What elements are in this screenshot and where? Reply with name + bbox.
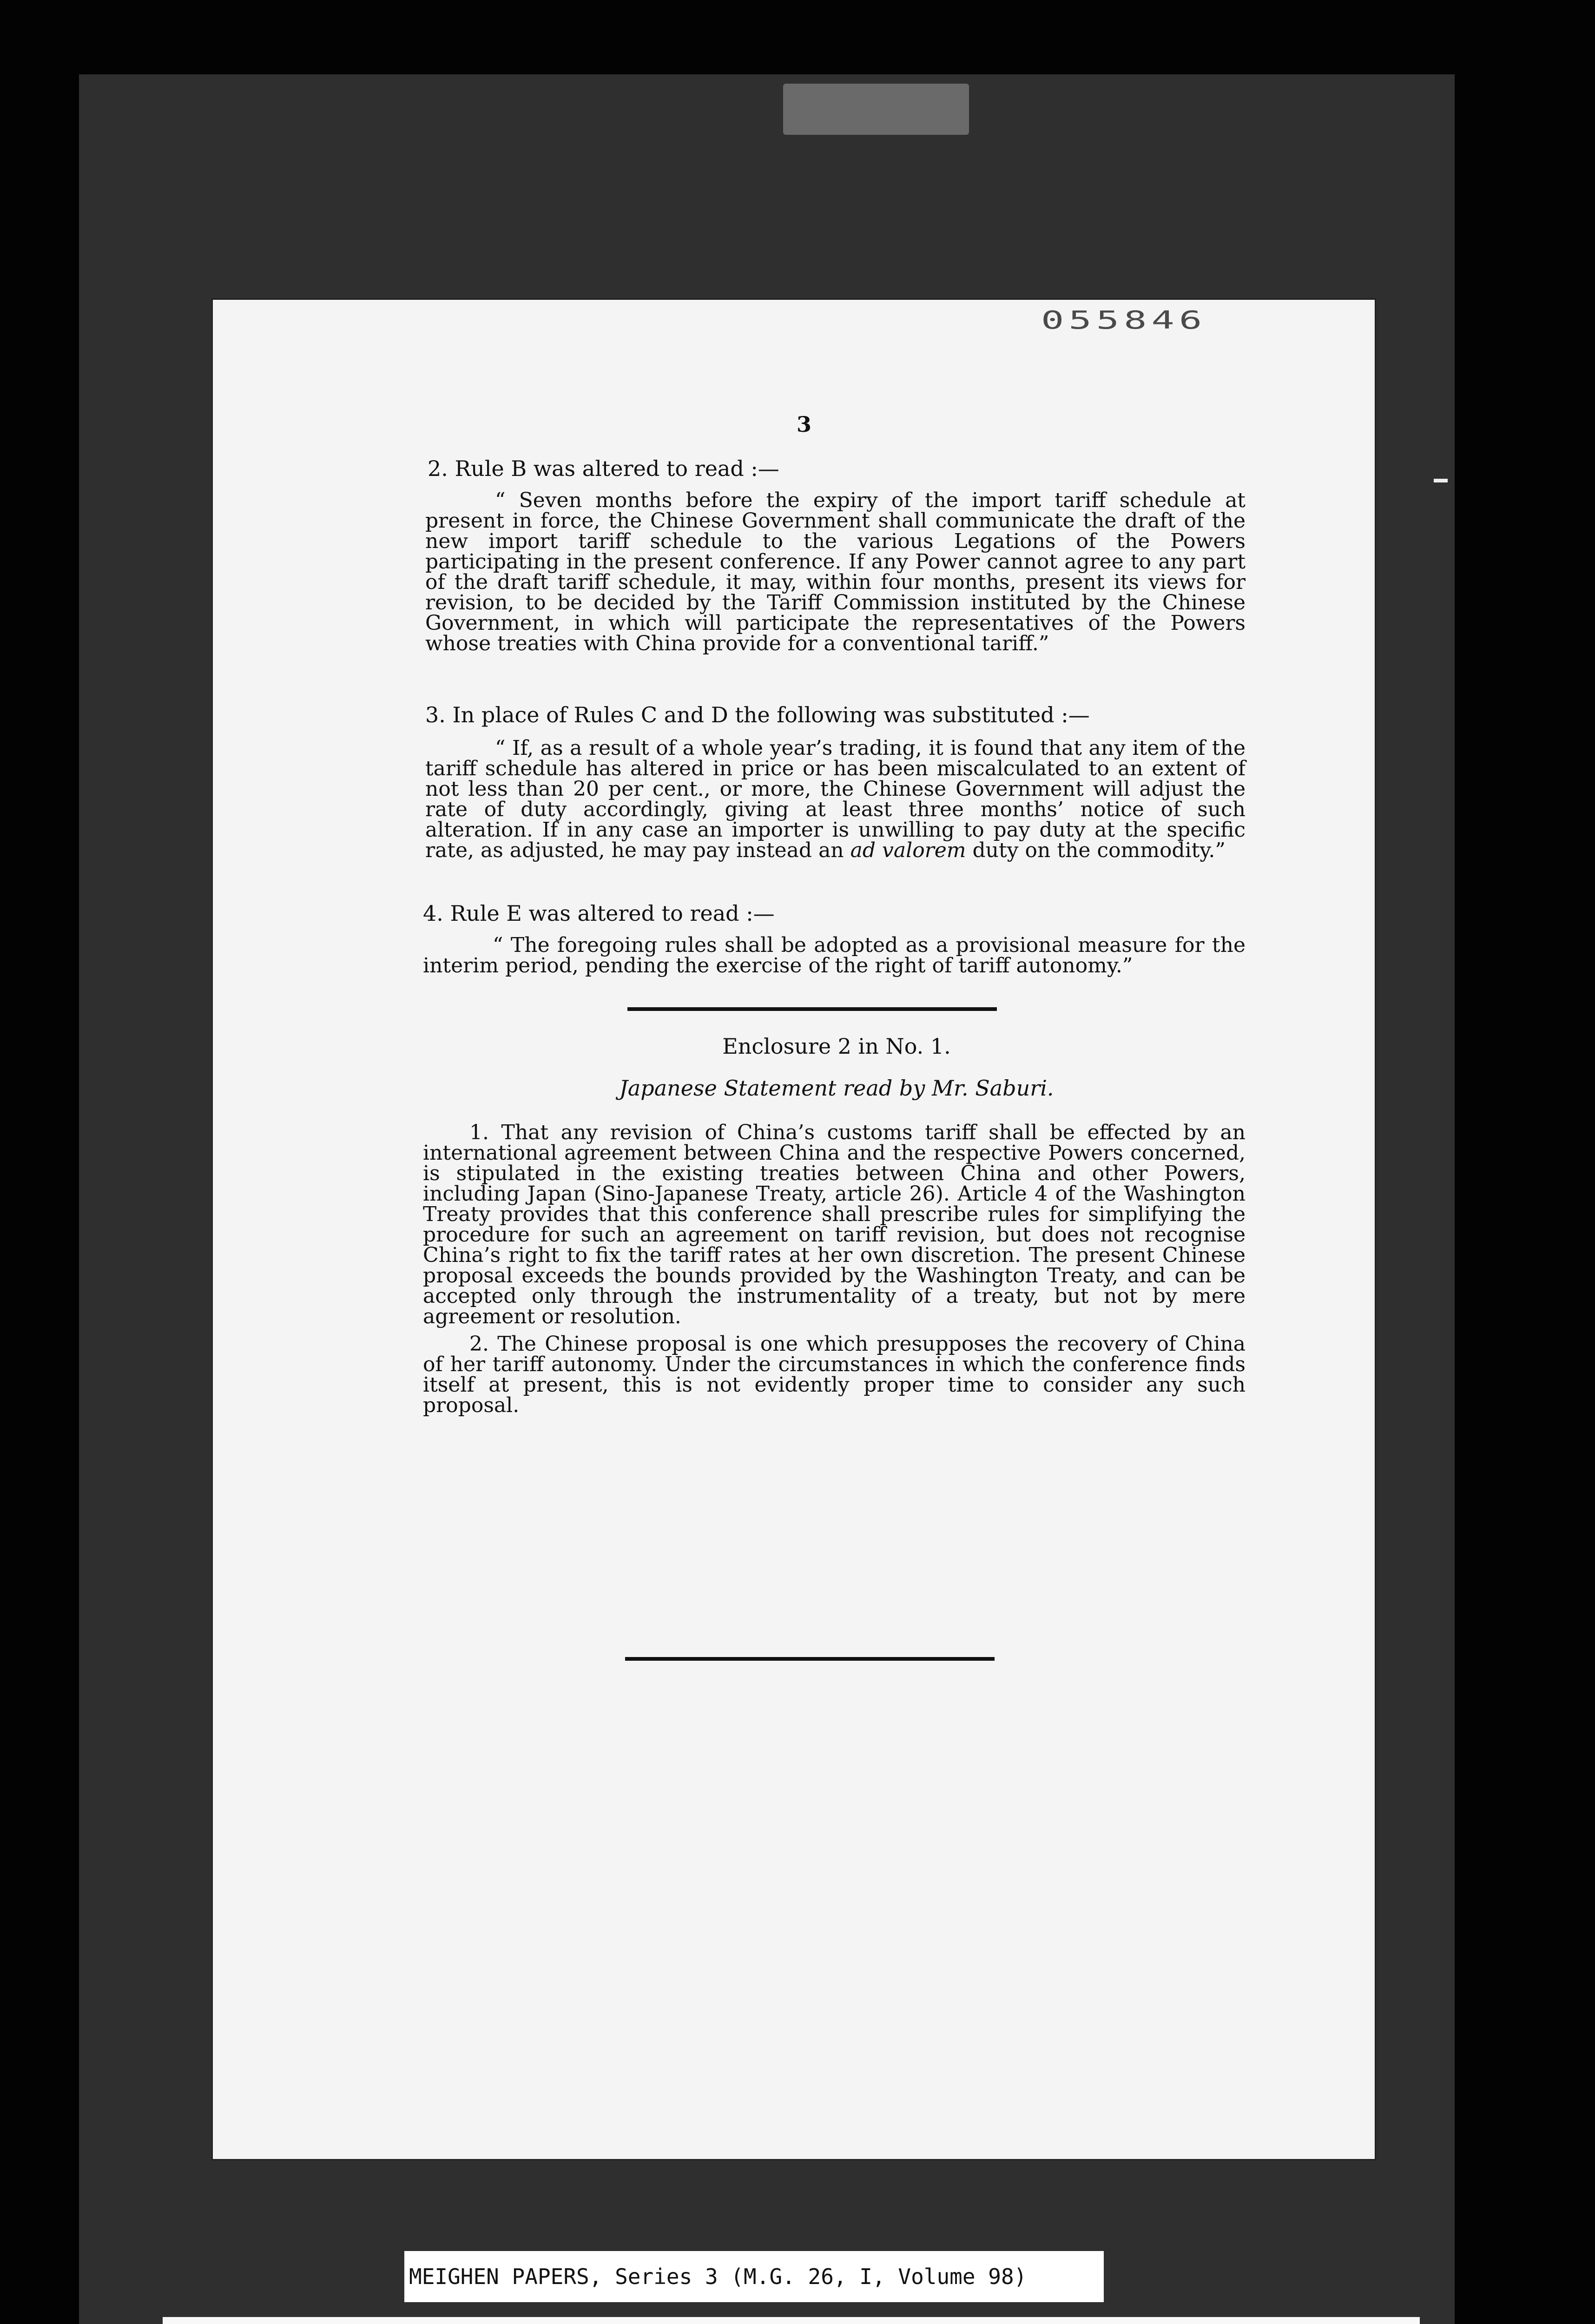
section-divider — [627, 1007, 997, 1011]
statement-paragraph-2: 2. The Chinese proposal is one which presupposes the recovery of China of her tariff autonomy. Under the circumstances in which the conference finds itself at present, this is not evidently proper time to consider any such proposal. — [423, 1332, 1246, 1417]
page-number: 3 — [796, 412, 811, 437]
enclosure-title: Enclosure 2 in No. 1. — [722, 1034, 951, 1059]
enclosure-subtitle: Japanese Statement read by Mr. Saburi. — [619, 1076, 1054, 1101]
archive-stamp-number: 055846 — [1041, 306, 1207, 335]
rule-b-heading: 2. Rule B was altered to read :— — [428, 456, 779, 481]
statement-paragraph-1: 1. That any revision of China’s customs tariff shall be effected by an international agreement between China and the respective Powers concerned, is stipulated in the existing treaties between China and other Powers, including Japan (Sino-Japanese Treaty, article 26). Article 4 of the Washington Treaty provides that this conference shall prescribe rules for simplifying the procedure for such an agreement on tariff revision, but does not recognise China’s right to fix the tariff rates at her own discretion. The present Chinese proposal exceeds the bounds provided by the Washington Treaty, and can be accepted only through the instrumentality of a treaty, but not by mere agreement or resolution. — [423, 1121, 1246, 1328]
rules-c-d-quote — [425, 738, 1246, 861]
rules-c-d-quote-b: duty on the commodity.” — [966, 838, 1226, 862]
binder-clip — [783, 84, 969, 135]
closing-divider — [625, 1657, 995, 1661]
rule-b-quote: “ Seven months before the expiry of the import tariff schedule at present in force, the Chinese Government shall communicate the draft of the new import tariff schedule to the various Legations of the Powers participating in the present conference. If any Power cannot agree to any part of the draft tariff schedule, it may, within four months, present its views for revision, to be decided by the Tariff Commission instituted by the Chinese Government, in which will participate the representatives of the Powers whose treaties with China provide for a conventional tariff.” — [425, 489, 1246, 655]
archive-reference-label: MEIGHEN PAPERS, Series 3 (M.G. 26, I, Volume 98) — [404, 2251, 1104, 2302]
rule-e-quote: “ The foregoing rules shall be adopted as a provisional measure for the interim period, pending the exercise of the right of tariff autonomy.” — [423, 933, 1246, 977]
rule-e-heading: 4. Rule E was altered to read :— — [423, 901, 775, 926]
archive-card — [163, 2317, 1420, 2324]
edge-mark — [1434, 479, 1448, 482]
ad-valorem-term: ad valorem — [850, 838, 966, 862]
rules-c-d-quote-a: “ If, as a result of a whole year’s trading, it is found that any item of the tariff schedule has altered in price or has been miscalculated to an extent of not less than 20 per cent., or more, the Chinese Government will adjust the rate of duty accordingly, giving at least three months’ notice of such alteration. If in any case an importer is unwilling to pay duty at the specific rate, as adjusted, he may pay instead an — [425, 736, 1246, 862]
rules-c-d-heading: 3. In place of Rules C and D the following was substituted :— — [425, 702, 1090, 727]
